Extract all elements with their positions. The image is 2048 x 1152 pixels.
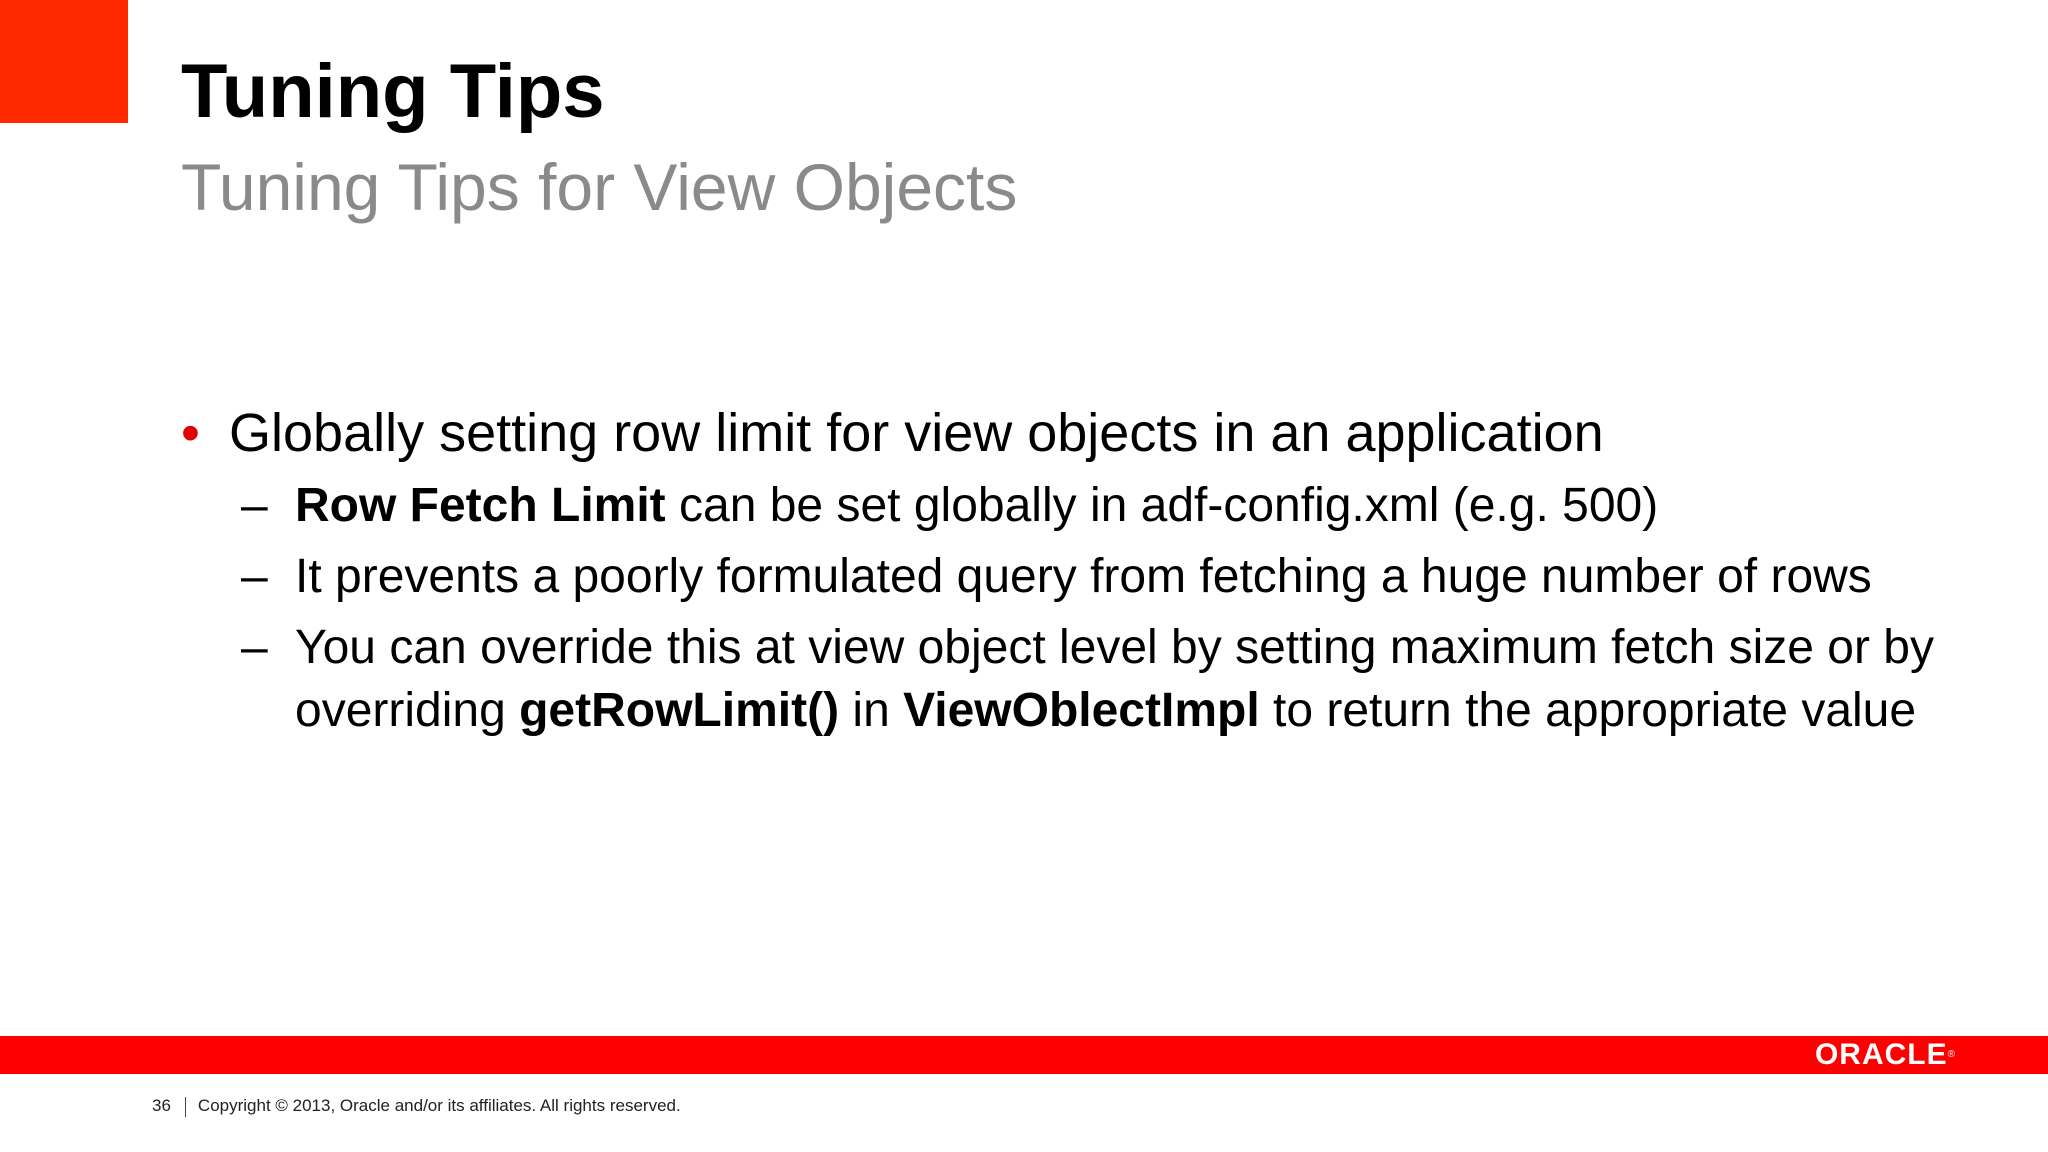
sub-bullet-text: to return the appropriate value xyxy=(1259,684,1917,737)
sub-bullet-bold-text: Row Fetch Limit xyxy=(295,479,666,532)
registered-mark: ® xyxy=(1947,1049,1956,1060)
copyright-text: Copyright © 2013, Oracle and/or its affiliates. All rights reserved. xyxy=(197,1096,681,1115)
class-name-text: ViewOblectImpl xyxy=(903,684,1260,737)
bullet-dot-icon: • xyxy=(181,403,200,463)
page-number: 36 xyxy=(152,1096,171,1115)
slide-title: Tuning Tips xyxy=(181,49,605,134)
sub-bullet-item xyxy=(181,474,1961,537)
sub-bullet-item xyxy=(181,616,1961,742)
bullet-item xyxy=(181,396,1961,470)
slide-content xyxy=(181,396,1961,750)
corner-accent-block xyxy=(0,0,128,123)
footer-divider xyxy=(185,1097,186,1117)
sub-bullet-text: can be set globally in adf-config.xml (e.g. 500) xyxy=(665,479,1659,532)
dash-marker-icon: – xyxy=(241,550,268,603)
sub-bullet-text: You can override this at view object level by setting maximum fetch size or by overriding xyxy=(295,621,1934,737)
sub-bullet-list xyxy=(181,474,1961,742)
dash-marker-icon: – xyxy=(241,621,268,674)
bullet-text: Globally setting row limit for view objects in an application xyxy=(229,403,1604,463)
sub-bullet-text: It prevents a poorly formulated query from fetching a huge number of rows xyxy=(295,550,1872,603)
sub-bullet-item xyxy=(181,545,1961,608)
dash-marker-icon: – xyxy=(241,479,268,532)
sub-bullet-text: in xyxy=(839,684,904,737)
oracle-logo xyxy=(1815,1037,1956,1073)
slide-footer xyxy=(152,1094,681,1118)
oracle-logo-text: ORACLE xyxy=(1814,1038,1948,1071)
method-name-text: getRowLimit() xyxy=(519,684,840,737)
slide-subtitle: Tuning Tips for View Objects xyxy=(181,150,1018,224)
footer-accent-bar xyxy=(0,1036,2048,1074)
